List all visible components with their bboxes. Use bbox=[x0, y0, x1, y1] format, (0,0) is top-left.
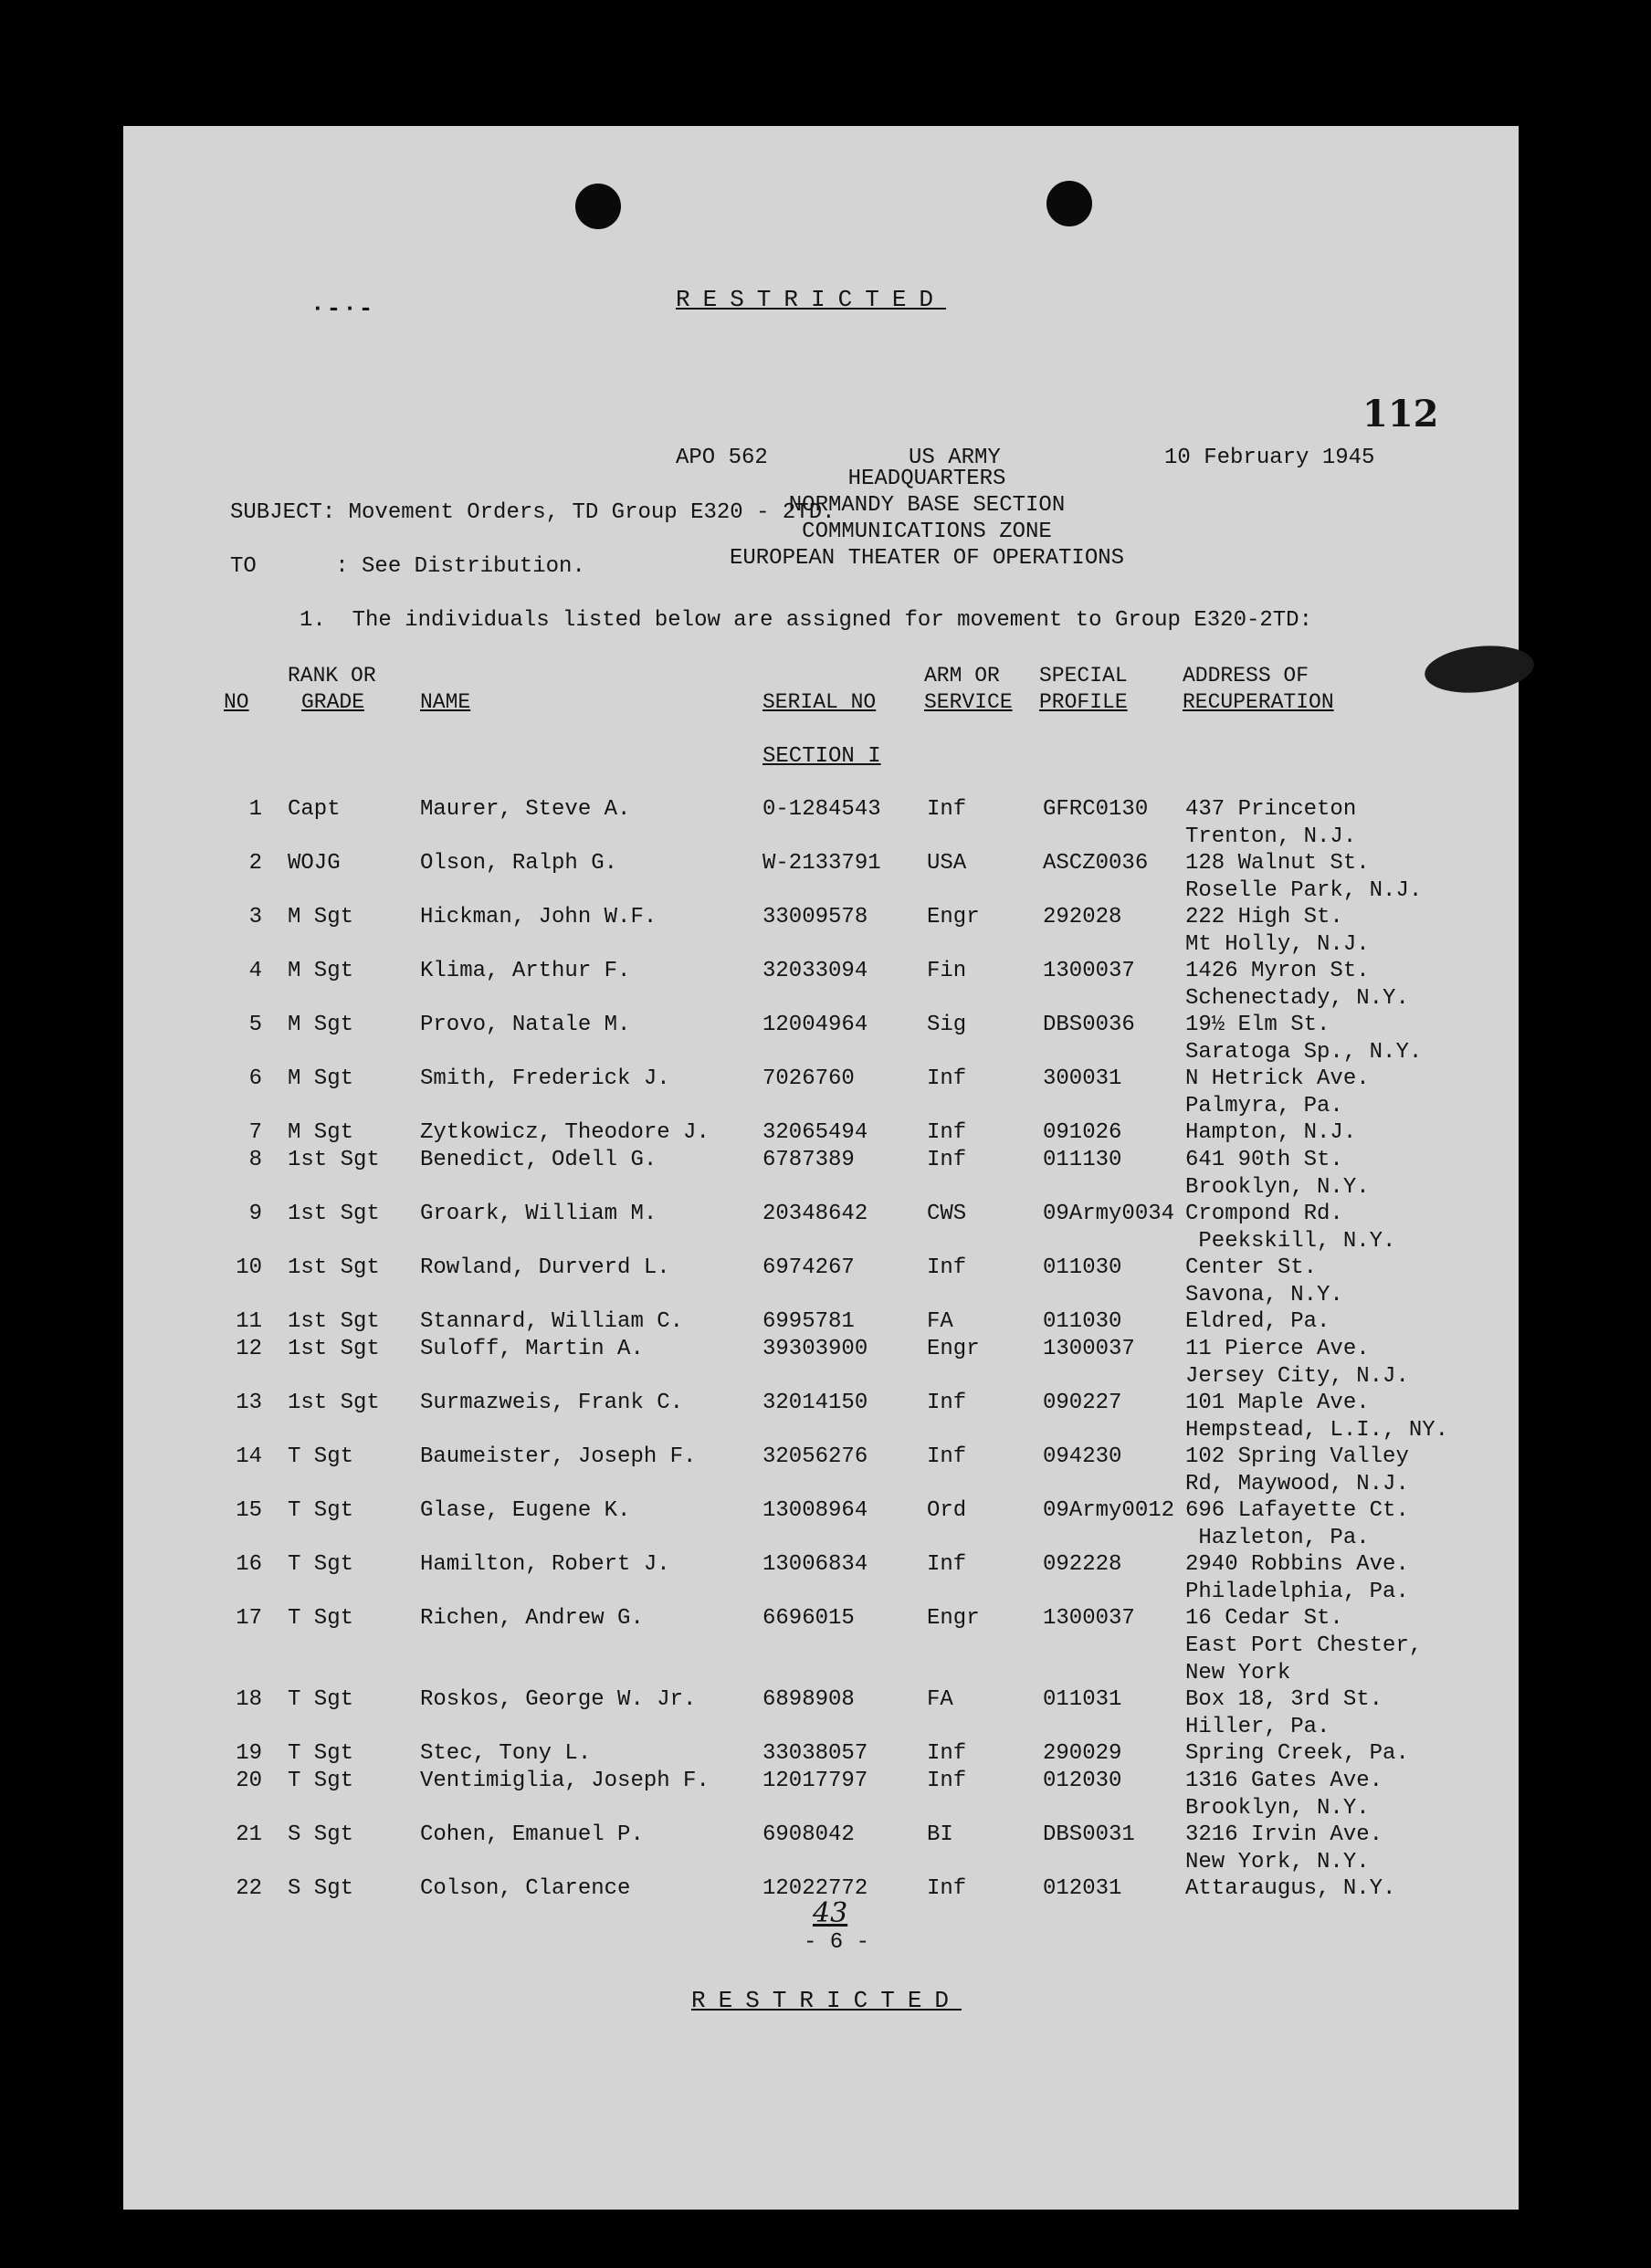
table-row bbox=[123, 1822, 1519, 1875]
row-address bbox=[1185, 904, 1370, 959]
row-no: 21 bbox=[236, 1822, 262, 1847]
row-profile: 292028 bbox=[1043, 905, 1122, 929]
row-name: Smith, Frederick J. bbox=[420, 1066, 670, 1091]
row-rank: M Sgt bbox=[288, 905, 354, 929]
row-address bbox=[1185, 1012, 1422, 1066]
row-rank: T Sgt bbox=[288, 1769, 354, 1793]
address-line: Peekskill, N.Y. bbox=[1185, 1229, 1396, 1254]
address-line: Hiller, Pa. bbox=[1185, 1715, 1330, 1739]
row-no: 2 bbox=[248, 851, 262, 876]
address-line: 437 Princeton bbox=[1185, 797, 1357, 822]
address-line: East Port Chester, bbox=[1185, 1633, 1423, 1658]
address-line: Hazleton, Pa. bbox=[1185, 1526, 1370, 1550]
address-line: Eldred, Pa. bbox=[1185, 1309, 1330, 1334]
row-arm: Inf bbox=[927, 1120, 967, 1145]
row-rank: WOJG bbox=[288, 851, 341, 876]
address-line: Trenton, N.J. bbox=[1185, 824, 1357, 849]
row-no: 19 bbox=[236, 1741, 262, 1766]
row-rank: T Sgt bbox=[288, 1498, 354, 1523]
row-arm: Ord bbox=[927, 1498, 967, 1523]
col-header-arm-1: ARM OR bbox=[924, 664, 1000, 688]
row-arm: Inf bbox=[927, 797, 967, 822]
address-line: Attaraugus, N.Y. bbox=[1185, 1876, 1396, 1901]
restricted-banner-top: RESTRICTED bbox=[676, 286, 947, 313]
row-name: Rowland, Durverd L. bbox=[420, 1255, 670, 1280]
row-serial: 33038057 bbox=[762, 1741, 868, 1766]
row-serial: 32065494 bbox=[762, 1120, 868, 1145]
address-line: Spring Creek, Pa. bbox=[1185, 1741, 1409, 1766]
row-no: 3 bbox=[248, 905, 262, 929]
row-serial: 6974267 bbox=[762, 1255, 855, 1280]
row-profile: 012030 bbox=[1043, 1769, 1122, 1793]
personnel-table bbox=[123, 796, 1519, 1929]
address-line: Mt Holly, N.J. bbox=[1185, 932, 1370, 957]
section-label: SECTION I bbox=[762, 744, 881, 769]
table-row bbox=[123, 1066, 1519, 1119]
row-profile: 290029 bbox=[1043, 1741, 1122, 1766]
row-no: 13 bbox=[236, 1391, 262, 1415]
row-arm: Inf bbox=[927, 1066, 967, 1091]
row-arm: Inf bbox=[927, 1741, 967, 1766]
row-arm: CWS bbox=[927, 1202, 967, 1226]
letterhead-line: EUROPEAN THEATER OF OPERATIONS bbox=[729, 546, 1125, 571]
table-row bbox=[123, 1444, 1519, 1497]
row-name: Colson, Clarence bbox=[420, 1876, 631, 1901]
row-name: Klima, Arthur F. bbox=[420, 959, 631, 983]
col-header-rank-2: GRADE bbox=[301, 690, 365, 714]
row-serial: 12017797 bbox=[762, 1769, 868, 1793]
address-line: 2940 Robbins Ave. bbox=[1185, 1552, 1409, 1577]
row-serial: W-2133791 bbox=[762, 851, 881, 876]
row-arm: Inf bbox=[927, 1769, 967, 1793]
row-address bbox=[1185, 1686, 1383, 1741]
row-address bbox=[1185, 1551, 1409, 1606]
row-serial: 13006834 bbox=[762, 1552, 868, 1577]
row-name: Roskos, George W. Jr. bbox=[420, 1687, 697, 1712]
row-profile: 090227 bbox=[1043, 1391, 1122, 1415]
row-name: Stannard, William C. bbox=[420, 1309, 684, 1334]
row-serial: 39303900 bbox=[762, 1337, 868, 1361]
address-line: Brooklyn, N.Y. bbox=[1185, 1796, 1370, 1821]
row-serial: 13008964 bbox=[762, 1498, 868, 1523]
table-row bbox=[123, 1497, 1519, 1551]
row-rank: T Sgt bbox=[288, 1552, 354, 1577]
address-line: Hampton, N.J. bbox=[1185, 1120, 1357, 1145]
address-line: Rd, Maywood, N.J. bbox=[1185, 1472, 1409, 1496]
table-row bbox=[123, 1551, 1519, 1605]
letterhead-line: NORMANDY BASE SECTION bbox=[788, 493, 1066, 518]
ink-smudge bbox=[1423, 641, 1537, 698]
row-profile: 092228 bbox=[1043, 1552, 1122, 1577]
row-profile: GFRC0130 bbox=[1043, 797, 1149, 822]
row-address bbox=[1185, 1390, 1448, 1444]
paragraph-one: 1. The individuals listed below are assigned for movement to Group E320-2TD: bbox=[300, 608, 1312, 633]
row-rank: 1st Sgt bbox=[288, 1148, 380, 1172]
row-address bbox=[1185, 850, 1422, 905]
row-rank: T Sgt bbox=[288, 1444, 354, 1469]
address-line: New York bbox=[1185, 1661, 1291, 1685]
row-address bbox=[1185, 1768, 1383, 1822]
address-line: Crompond Rd. bbox=[1185, 1202, 1343, 1226]
row-arm: Inf bbox=[927, 1255, 967, 1280]
address-line: Brooklyn, N.Y. bbox=[1185, 1175, 1370, 1200]
row-rank: 1st Sgt bbox=[288, 1337, 380, 1361]
row-profile: 011030 bbox=[1043, 1255, 1122, 1280]
row-name: Baumeister, Joseph F. bbox=[420, 1444, 697, 1469]
row-name: Surmazweis, Frank C. bbox=[420, 1391, 684, 1415]
subject-line: SUBJECT: Movement Orders, TD Group E320 - 2TD. bbox=[230, 500, 836, 525]
handwritten-page-number: 43 bbox=[813, 1897, 848, 1929]
row-rank: S Sgt bbox=[288, 1822, 354, 1847]
row-arm: FA bbox=[927, 1687, 953, 1712]
row-no: 17 bbox=[236, 1606, 262, 1631]
address-line: N Hetrick Ave. bbox=[1185, 1066, 1370, 1091]
row-profile: 09Army0034 bbox=[1043, 1202, 1175, 1226]
table-row bbox=[123, 1768, 1519, 1822]
row-rank: M Sgt bbox=[288, 1066, 354, 1091]
row-name: Hamilton, Robert J. bbox=[420, 1552, 670, 1577]
row-name: Zytkowicz, Theodore J. bbox=[420, 1120, 710, 1145]
row-address bbox=[1185, 1875, 1395, 1903]
row-rank: T Sgt bbox=[288, 1606, 354, 1631]
col-header-profile-2: PROFILE bbox=[1039, 690, 1128, 714]
row-no: 5 bbox=[248, 1013, 262, 1037]
address-line: 1316 Gates Ave. bbox=[1185, 1769, 1383, 1793]
row-profile: 1300037 bbox=[1043, 1337, 1135, 1361]
row-name: Ventimiglia, Joseph F. bbox=[420, 1769, 710, 1793]
row-arm: Engr bbox=[927, 905, 980, 929]
row-address bbox=[1185, 1201, 1395, 1255]
row-arm: FA bbox=[927, 1309, 953, 1334]
row-no: 9 bbox=[248, 1202, 262, 1226]
col-header-profile-1: SPECIAL bbox=[1039, 664, 1128, 688]
row-address bbox=[1185, 1605, 1422, 1687]
address-line: 102 Spring Valley bbox=[1185, 1444, 1409, 1469]
punch-hole bbox=[1046, 181, 1092, 226]
row-no: 16 bbox=[236, 1552, 262, 1577]
row-no: 12 bbox=[236, 1337, 262, 1361]
row-rank: 1st Sgt bbox=[288, 1255, 380, 1280]
row-name: Hickman, John W.F. bbox=[420, 905, 657, 929]
row-no: 7 bbox=[248, 1120, 262, 1145]
apo-number: APO 562 bbox=[676, 446, 768, 470]
order-date: 10 February 1945 bbox=[1164, 446, 1375, 470]
row-profile: 011030 bbox=[1043, 1309, 1122, 1334]
row-serial: 6787389 bbox=[762, 1148, 855, 1172]
row-rank: 1st Sgt bbox=[288, 1391, 380, 1415]
row-profile: 011031 bbox=[1043, 1687, 1122, 1712]
row-no: 11 bbox=[236, 1309, 262, 1334]
address-line: Box 18, 3rd St. bbox=[1185, 1687, 1383, 1712]
row-rank: T Sgt bbox=[288, 1687, 354, 1712]
row-serial: 32056276 bbox=[762, 1444, 868, 1469]
table-row bbox=[123, 904, 1519, 958]
row-profile: DBS0036 bbox=[1043, 1013, 1135, 1037]
col-header-arm-2: SERVICE bbox=[924, 690, 1013, 714]
row-address bbox=[1185, 1308, 1330, 1336]
col-header-address-1: ADDRESS OF bbox=[1183, 664, 1309, 688]
row-name: Provo, Natale M. bbox=[420, 1013, 631, 1037]
row-no: 22 bbox=[236, 1876, 262, 1901]
row-arm: Engr bbox=[927, 1606, 980, 1631]
row-address bbox=[1185, 1255, 1343, 1309]
row-rank: 1st Sgt bbox=[288, 1202, 380, 1226]
row-no: 14 bbox=[236, 1444, 262, 1469]
row-profile: 091026 bbox=[1043, 1120, 1122, 1145]
address-line: 11 Pierce Ave. bbox=[1185, 1337, 1370, 1361]
row-serial: 7026760 bbox=[762, 1066, 855, 1091]
row-name: Richen, Andrew G. bbox=[420, 1606, 644, 1631]
row-no: 8 bbox=[248, 1148, 262, 1172]
row-serial: 33009578 bbox=[762, 905, 868, 929]
row-rank: M Sgt bbox=[288, 1013, 354, 1037]
row-no: 18 bbox=[236, 1687, 262, 1712]
row-profile: DBS0031 bbox=[1043, 1822, 1135, 1847]
row-address bbox=[1185, 1147, 1370, 1202]
restricted-banner-bottom: RESTRICTED bbox=[691, 1987, 962, 2014]
col-header-rank-1: RANK OR bbox=[288, 664, 376, 688]
row-profile: 011130 bbox=[1043, 1148, 1122, 1172]
row-serial: 6898908 bbox=[762, 1687, 855, 1712]
row-arm: Sig bbox=[927, 1013, 967, 1037]
document-page bbox=[123, 126, 1519, 2210]
row-name: Stec, Tony L. bbox=[420, 1741, 592, 1766]
stray-marks: ·‑·‑ bbox=[310, 295, 375, 322]
table-row bbox=[123, 1740, 1519, 1768]
row-arm: Inf bbox=[927, 1444, 967, 1469]
table-row bbox=[123, 1308, 1519, 1336]
row-serial: 12022772 bbox=[762, 1876, 868, 1901]
row-name: Maurer, Steve A. bbox=[420, 797, 631, 822]
address-line: Saratoga Sp., N.Y. bbox=[1185, 1040, 1423, 1065]
row-profile: ASCZ0036 bbox=[1043, 851, 1149, 876]
address-line: Palmyra, Pa. bbox=[1185, 1094, 1343, 1118]
row-arm: Inf bbox=[927, 1552, 967, 1577]
letterhead-line: COMMUNICATIONS ZONE bbox=[802, 520, 1052, 544]
row-name: Olson, Ralph G. bbox=[420, 851, 618, 876]
row-arm: Engr bbox=[927, 1337, 980, 1361]
row-no: 4 bbox=[248, 959, 262, 983]
row-serial: 20348642 bbox=[762, 1202, 868, 1226]
table-row bbox=[123, 1119, 1519, 1147]
row-arm: Inf bbox=[927, 1391, 967, 1415]
row-name: Cohen, Emanuel P. bbox=[420, 1822, 644, 1847]
table-row bbox=[123, 958, 1519, 1012]
address-line: Roselle Park, N.J. bbox=[1185, 878, 1423, 903]
row-address bbox=[1185, 796, 1356, 851]
col-header-name: NAME bbox=[420, 690, 471, 714]
address-line: 16 Cedar St. bbox=[1185, 1606, 1343, 1631]
address-line: Savona, N.Y. bbox=[1185, 1283, 1343, 1307]
punch-hole bbox=[575, 184, 621, 229]
row-address bbox=[1185, 1497, 1409, 1552]
row-profile: 09Army0012 bbox=[1043, 1498, 1175, 1523]
row-rank: T Sgt bbox=[288, 1741, 354, 1766]
row-serial: 6696015 bbox=[762, 1606, 855, 1631]
to-line: TO : See Distribution. bbox=[230, 554, 585, 579]
table-row bbox=[123, 850, 1519, 904]
address-line: 101 Maple Ave. bbox=[1185, 1391, 1370, 1415]
letterhead-line: HEADQUARTERS bbox=[847, 467, 1006, 491]
address-line: 641 90th St. bbox=[1185, 1148, 1343, 1172]
row-rank: 1st Sgt bbox=[288, 1309, 380, 1334]
row-address bbox=[1185, 958, 1409, 1013]
address-line: Schenectady, N.Y. bbox=[1185, 986, 1409, 1011]
row-rank: M Sgt bbox=[288, 1120, 354, 1145]
address-line: 3216 Irvin Ave. bbox=[1185, 1822, 1383, 1847]
row-name: Glase, Eugene K. bbox=[420, 1498, 631, 1523]
row-serial: 6908042 bbox=[762, 1822, 855, 1847]
table-row bbox=[123, 1336, 1519, 1390]
row-profile: 1300037 bbox=[1043, 959, 1135, 983]
row-no: 1 bbox=[248, 797, 262, 822]
table-row bbox=[123, 796, 1519, 850]
address-line: 128 Walnut St. bbox=[1185, 851, 1370, 876]
table-row bbox=[123, 1147, 1519, 1201]
page-dash-number: - 6 - bbox=[804, 1930, 870, 1955]
row-arm: USA bbox=[927, 851, 967, 876]
table-row bbox=[123, 1390, 1519, 1444]
row-serial: 32014150 bbox=[762, 1391, 868, 1415]
row-address bbox=[1185, 1740, 1409, 1768]
address-line: Jersey City, N.J. bbox=[1185, 1364, 1409, 1389]
table-row bbox=[123, 1255, 1519, 1308]
row-serial: 12004964 bbox=[762, 1013, 868, 1037]
row-no: 20 bbox=[236, 1769, 262, 1793]
row-address bbox=[1185, 1822, 1383, 1876]
row-arm: Inf bbox=[927, 1148, 967, 1172]
address-line: 19½ Elm St. bbox=[1185, 1013, 1330, 1037]
row-rank: Capt bbox=[288, 797, 341, 822]
row-no: 10 bbox=[236, 1255, 262, 1280]
row-rank: M Sgt bbox=[288, 959, 354, 983]
address-line: New York, N.Y. bbox=[1185, 1850, 1370, 1874]
address-line: 222 High St. bbox=[1185, 905, 1343, 929]
address-line: Philadelphia, Pa. bbox=[1185, 1580, 1409, 1604]
row-address bbox=[1185, 1444, 1409, 1498]
address-line: 1426 Myron St. bbox=[1185, 959, 1370, 983]
row-no: 15 bbox=[236, 1498, 262, 1523]
row-serial: 0-1284543 bbox=[762, 797, 881, 822]
row-name: Groark, William M. bbox=[420, 1202, 657, 1226]
row-serial: 6995781 bbox=[762, 1309, 855, 1334]
row-profile: 094230 bbox=[1043, 1444, 1122, 1469]
col-header-address-2: RECUPERATION bbox=[1183, 690, 1334, 714]
row-address bbox=[1185, 1336, 1409, 1391]
row-address bbox=[1185, 1066, 1370, 1120]
address-line: 696 Lafayette Ct. bbox=[1185, 1498, 1409, 1523]
address-line: Center St. bbox=[1185, 1255, 1318, 1280]
row-arm: Inf bbox=[927, 1876, 967, 1901]
row-profile: 012031 bbox=[1043, 1876, 1122, 1901]
table-row bbox=[123, 1686, 1519, 1740]
row-serial: 32033094 bbox=[762, 959, 868, 983]
row-name: Suloff, Martin A. bbox=[420, 1337, 644, 1361]
row-no: 6 bbox=[248, 1066, 262, 1091]
row-name: Benedict, Odell G. bbox=[420, 1148, 657, 1172]
row-profile: 300031 bbox=[1043, 1066, 1122, 1091]
address-line: Hempstead, L.I., NY. bbox=[1185, 1418, 1449, 1443]
army-label: US ARMY bbox=[909, 446, 1001, 470]
row-address bbox=[1185, 1119, 1356, 1147]
row-arm: BI bbox=[927, 1822, 953, 1847]
table-row bbox=[123, 1201, 1519, 1255]
document-number: 112 bbox=[1362, 393, 1439, 436]
row-arm: Fin bbox=[927, 959, 967, 983]
col-header-serial: SERIAL NO bbox=[762, 690, 877, 714]
table-row bbox=[123, 1605, 1519, 1686]
table-row bbox=[123, 1012, 1519, 1066]
row-profile: 1300037 bbox=[1043, 1606, 1135, 1631]
col-header-no: NO bbox=[224, 690, 249, 714]
row-rank: S Sgt bbox=[288, 1876, 354, 1901]
